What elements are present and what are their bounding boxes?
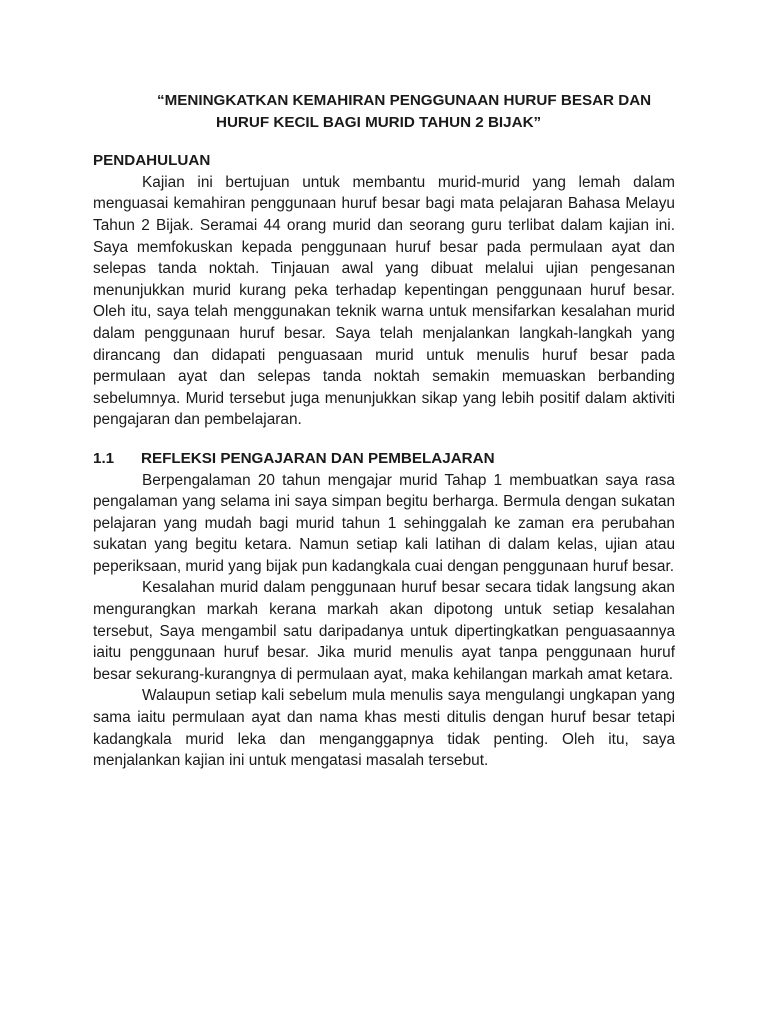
heading-pendahuluan: PENDAHULUAN <box>93 152 211 170</box>
paragraph-conclusion: Walaupun setiap kali sebelum mula menulis saya mengulangi ungkapan yang sama iaitu permulaan ayat dan nama khas mesti ditulis dengan huruf besar tetapi kadangkala murid leka dan menganggapnya tidak penting. Oleh itu, saya menjalankan kajian ini untuk mengatasi masalah tersebut. <box>93 687 675 770</box>
paragraph-experience: Berpengalaman 20 tahun mengajar murid Tahap 1 membuatkan saya rasa pengalaman yang selama ini saya simpan begitu berharga. Bermula dengan sukatan pelajaran yang mudah bagi murid tahun 1 sehinggalah ke zaman era perubahan sukatan yang begitu ketara. Namun setiap kali latihan di dalam kelas, ujian atau peperiksaan, murid yang bijak pun kadangkala cuai dengan penggunaan huruf besar. <box>93 471 675 575</box>
paragraph-errors: Kesalahan murid dalam penggunaan huruf besar secara tidak langsung akan mengurangkan markah kerana markah akan dipotong untuk setiap kesalahan tersebut, Saya mengambil satu daripadanya untuk dipertingkatkan penguasaannya iaitu penggunaan huruf besar. Jika murid menulis ayat tanpa penggunaan huruf besar sekurang-kurangnya di permulaan ayat, maka kehilangan markah amat ketara. <box>93 579 675 683</box>
section-heading <box>93 448 675 470</box>
document-title-line1: “MENINGKATKAN KEMAHIRAN PENGGUNAAN HURUF BESAR DAN <box>157 92 652 109</box>
document-title-line2: HURUF KECIL BAGI MURID TAHUN 2 BIJAK” <box>216 113 542 131</box>
document-page <box>93 90 675 772</box>
document-title <box>93 90 675 133</box>
section-number: 1.1 <box>93 449 115 467</box>
section-title: REFLEKSI PENGAJARAN DAN PEMBELAJARAN <box>141 449 495 467</box>
intro-paragraph: Kajian ini bertujuan untuk membantu murid-murid yang lemah dalam menguasai kemahiran penggunaan huruf besar bagi mata pelajaran Bahasa Melayu Tahun 2 Bijak. Seramai 44 orang murid dan seorang guru terlibat dalam kajian ini. Saya memfokuskan kepada penggunaan huruf besar pada permulaan ayat dan selepas tanda noktah. Tinjauan awal yang dibuat melalui ujian pengesanan menunjukkan murid kurang peka terhadap kepentingan penggunaan huruf besar. Oleh itu, saya telah menggunakan teknik warna untuk mensifarkan kesalahan murid dalam penggunaan huruf besar. Saya telah menjalankan langkah-langkah yang dirancang dan didapati penguasaan murid untuk menulis huruf besar pada permulaan ayat dan selepas tanda noktah semakin memuaskan berbanding sebelumnya. Murid tersebut juga menunjukkan sikap yang lebih positif dalam aktiviti pengajaran dan pembelajaran. <box>93 173 675 429</box>
